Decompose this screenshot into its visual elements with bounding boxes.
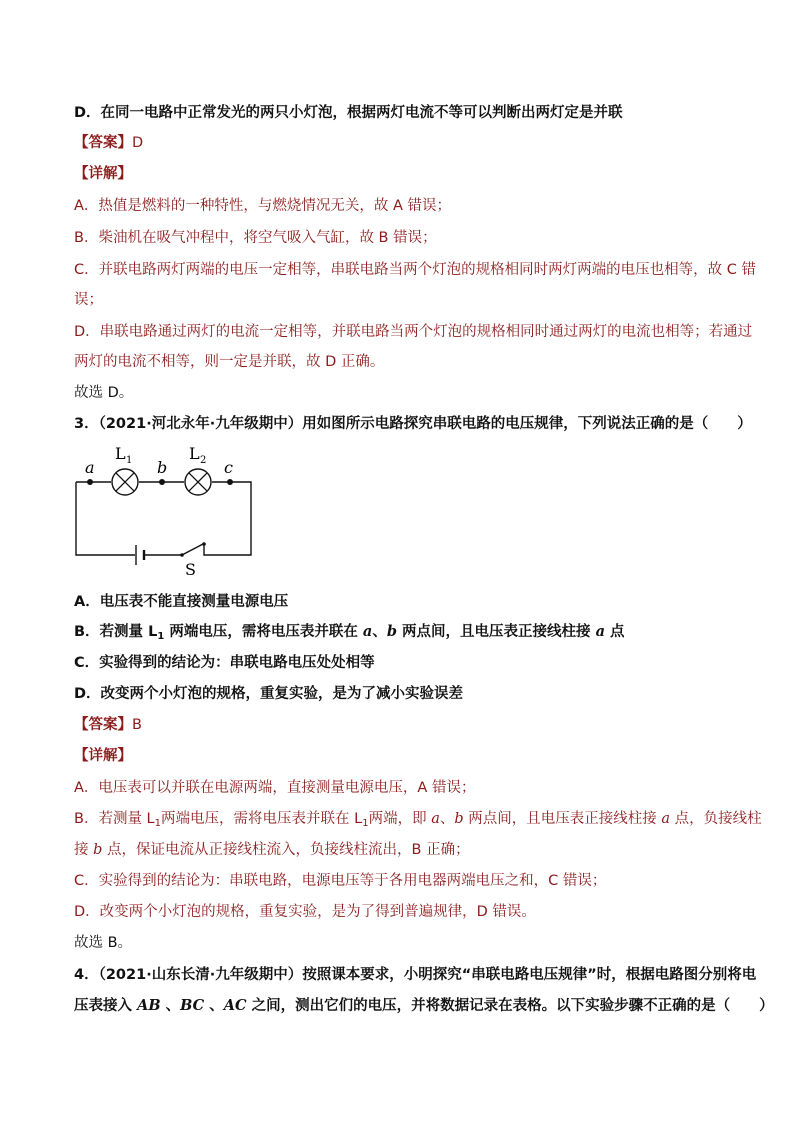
q3-option-c: C．实验得到的结论为：串联电路电压处处相等 bbox=[74, 655, 375, 671]
point-a-dot bbox=[87, 479, 93, 485]
point-c-dot bbox=[227, 479, 233, 485]
text-run: 两点间，且电压表正接线柱接 bbox=[396, 624, 596, 640]
subscript: 1 bbox=[154, 818, 162, 829]
circuit-diagram bbox=[70, 440, 260, 580]
text-run: 、 bbox=[439, 811, 455, 827]
point-c-label: c bbox=[224, 458, 233, 477]
answer-value: B bbox=[132, 717, 142, 733]
var-a: a bbox=[661, 811, 671, 827]
lamp-l2-label: L bbox=[189, 444, 200, 463]
circuit-wire bbox=[204, 482, 251, 555]
point-a-label: a bbox=[85, 458, 95, 477]
var-bc: BC bbox=[180, 997, 205, 1014]
q3-detail-d: D．改变两个小灯泡的规格，重复实验，是为了得到普遍规律，D 错误。 bbox=[74, 904, 536, 920]
switch-contact bbox=[180, 553, 184, 557]
var-a: a bbox=[595, 623, 605, 640]
q2-detail-b: B．柴油机在吸气冲程中，将空气吸入气缸，故 B 错误； bbox=[74, 230, 437, 246]
text-run: 、 bbox=[204, 998, 224, 1014]
q2-detail-d1: D．串联电路通过两灯的电流一定相等，并联电路当两个灯泡的规格相同时通过两灯的电流也相等；若通过 bbox=[74, 324, 753, 340]
text-run: 压表接入 bbox=[74, 998, 138, 1014]
var-b: b bbox=[93, 842, 103, 858]
lamp-l2 bbox=[185, 469, 211, 495]
q2-detail-d2: 两灯的电流不相等，则一定是并联，故 D 正确。 bbox=[74, 354, 385, 370]
q2-detail-a: A．热值是燃料的一种特性，与燃烧情况无关，故 A 错误； bbox=[74, 198, 452, 214]
text-run: 两端电压，需将电压表并联在 L bbox=[161, 811, 363, 827]
answer-tag: 【答案】 bbox=[74, 717, 132, 733]
q3-conclusion: 故选 B。 bbox=[74, 935, 133, 951]
point-b-label: b bbox=[157, 458, 168, 477]
q2-detail-tag: 【详解】 bbox=[74, 166, 132, 182]
var-b: b bbox=[386, 623, 397, 640]
var-a: a bbox=[362, 623, 373, 640]
q4-stem-line2 bbox=[74, 996, 774, 1016]
switch-blade bbox=[182, 544, 203, 555]
answer-tag: 【答案】 bbox=[74, 135, 132, 151]
q3-detail-c: C．实验得到的结论为：串联电路，电源电压等于各用电器两端电压之和，C 错误； bbox=[74, 873, 607, 889]
text-run: 、 bbox=[160, 998, 181, 1014]
text-run: 点，负接线柱 bbox=[670, 811, 762, 827]
q2-detail-c1: C．并联电路两灯两端的电压一定相等，串联电路当两个灯泡的规格相同时两灯两端的电压也相等，故 C 错 bbox=[74, 262, 756, 278]
q3-option-a: A．电压表不能直接测量电源电压 bbox=[74, 594, 289, 610]
text-run: 两端，即 bbox=[368, 811, 432, 827]
switch-contact bbox=[202, 542, 206, 546]
text-run: B．若测量 L bbox=[74, 811, 155, 827]
text-run: 两点间，且电压表正接线柱接 bbox=[463, 811, 662, 827]
q3-detail-tag: 【详解】 bbox=[74, 748, 132, 764]
text-run: 、 bbox=[372, 624, 387, 640]
q3-answer bbox=[74, 715, 724, 735]
text-run: 之间，测出它们的电压，并将数据记录在表格。以下实验步骤不正确的是（ ） bbox=[246, 998, 774, 1014]
lamp-l1-label: L bbox=[115, 444, 126, 463]
q2-option-d: D．在同一电路中正常发光的两只小灯泡，根据两灯电流不等可以判断出两灯定是并联 bbox=[74, 105, 623, 121]
answer-value: D bbox=[132, 135, 144, 151]
q3-detail-b2 bbox=[74, 840, 724, 860]
switch-label: S bbox=[185, 560, 196, 579]
text-run: 接 bbox=[74, 842, 94, 858]
q3-detail-a: A．电压表可以并联在电源两端，直接测量电源电压，A 错误； bbox=[74, 780, 476, 796]
var-ab: AB bbox=[137, 997, 161, 1014]
q2-answer bbox=[74, 133, 724, 153]
point-b-dot bbox=[159, 479, 165, 485]
text-run: 两端电压，需将电压表并联在 bbox=[164, 624, 363, 640]
q3-option-b bbox=[74, 622, 724, 647]
lamp-l2-sub: 2 bbox=[200, 455, 207, 466]
q3-detail-b1 bbox=[74, 809, 762, 834]
q2-conclusion: 故选 D。 bbox=[74, 385, 134, 401]
q4-stem-line1: 4．（2021·山东长清·九年级期中）按照课本要求，小明探究“串联电路电压规律”时，根据电路图分别将电 bbox=[74, 967, 757, 983]
subscript: 1 bbox=[362, 818, 369, 829]
lamp-l1 bbox=[112, 469, 138, 495]
text-run: 点，保证电流从正接线柱流入，负接线柱流出，B 正确； bbox=[102, 842, 470, 858]
var-b: b bbox=[454, 811, 464, 827]
lamp-l1-sub: 1 bbox=[126, 455, 133, 466]
subscript: 1 bbox=[157, 631, 165, 642]
q2-detail-c2: 误； bbox=[74, 292, 103, 308]
q3-stem: 3．（2021·河北永年·九年级期中）用如图所示电路探究串联电路的电压规律，下列说法正确的是（ ） bbox=[74, 416, 752, 432]
text-run: B．若测量 L bbox=[74, 624, 158, 640]
var-ac: AC bbox=[223, 997, 247, 1014]
text-run: 点 bbox=[604, 624, 625, 640]
var-a: a bbox=[431, 811, 440, 827]
q3-option-d: D．改变两个小灯泡的规格，重复实验，是为了减小实验误差 bbox=[74, 686, 464, 702]
